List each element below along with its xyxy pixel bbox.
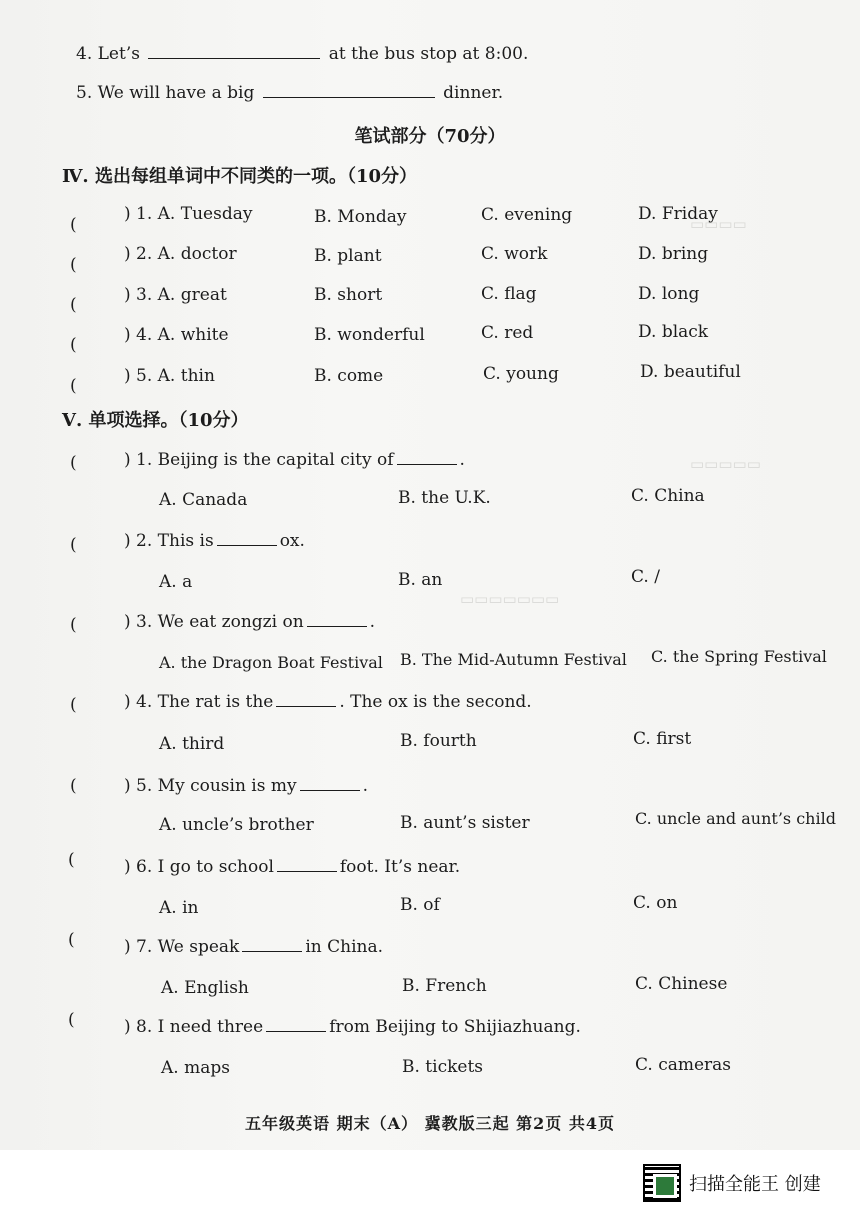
answer-paren[interactable]: ( [70, 776, 77, 796]
answer-paren[interactable]: ( [70, 255, 77, 275]
s5-q6-stem: ) 6. I go to school foot. It’s near. [124, 857, 461, 877]
option-c: C. the Spring Festival [651, 647, 827, 666]
answer-blank[interactable] [276, 705, 336, 707]
option-b: B. wonderful [314, 325, 425, 345]
option-a: A. the Dragon Boat Festival [159, 653, 383, 672]
option-b: B. tickets [402, 1057, 484, 1077]
s5-q3-stem: ) 3. We eat zongzi on . [124, 612, 376, 632]
s5-q8-stem: ) 8. I need three from Beijing to Shijiazhuang. [124, 1017, 581, 1037]
answer-blank[interactable] [300, 789, 360, 791]
scanner-watermark [643, 1163, 821, 1203]
option-b: B. Monday [314, 207, 407, 227]
qr-code-icon [643, 1164, 681, 1202]
option-c: C. evening [481, 205, 573, 225]
answer-blank[interactable] [397, 463, 457, 465]
s5-q2-stem: ) 2. This is ox. [124, 531, 305, 551]
s4-q3: ) 3. A. great [124, 285, 227, 305]
option-c: C. China [631, 486, 705, 506]
answer-blank[interactable] [242, 950, 302, 952]
s5-q1-stem: ) 1. Beijing is the capital city of . [124, 450, 465, 470]
bleed-through: ▭▭▭▭▭ [690, 455, 761, 473]
option-c: C. / [631, 567, 660, 587]
option-b: B. plant [314, 246, 382, 266]
bleed-through: ▭▭▭▭▭▭▭ [460, 590, 560, 608]
s5-q5-stem: ) 5. My cousin is my . [124, 776, 368, 796]
option-d: D. long [638, 284, 700, 304]
option-c: C. first [633, 729, 692, 749]
answer-blank[interactable] [263, 96, 435, 98]
option-b: B. aunt’s sister [400, 813, 530, 833]
section-5-title: Ⅴ. 单项选择。（10分） [62, 410, 249, 431]
option-c: C. young [483, 364, 559, 384]
answer-paren[interactable]: ( [70, 215, 77, 235]
scanner-label: 扫描全能王 创建 [689, 1174, 821, 1195]
answer-paren[interactable]: ( [70, 535, 77, 555]
option-a: A. a [159, 572, 193, 592]
page-footer: 五年级英语 期末（A） 冀教版三起 第2页 共4页 [245, 1114, 615, 1133]
fill-item-5: 5. We will have a big dinner. [76, 83, 504, 103]
answer-paren[interactable]: ( [70, 376, 77, 396]
option-d: D. Friday [638, 204, 718, 224]
s4-q5: ) 5. A. thin [124, 366, 215, 386]
option-c: C. red [481, 323, 534, 343]
option-c: C. work [481, 244, 548, 264]
answer-blank[interactable] [307, 625, 367, 627]
option-a: A. English [161, 978, 249, 998]
written-part-title: 笔试部分（70分） [354, 126, 506, 147]
option-b: B. the U.K. [398, 488, 491, 508]
answer-paren[interactable]: ( [70, 295, 77, 315]
answer-blank[interactable] [266, 1030, 326, 1032]
section-4-title: Ⅳ. 选出每组单词中不同类的一项。（10分） [62, 166, 418, 187]
s5-q7-stem: ) 7. We speak in China. [124, 937, 383, 957]
answer-blank[interactable] [148, 57, 320, 59]
option-b: B. come [314, 366, 384, 386]
bleed-through: ▭▭▭▭ [690, 215, 747, 233]
option-a: A. Canada [159, 490, 248, 510]
option-b: B. short [314, 285, 383, 305]
option-b: B. French [402, 976, 487, 996]
option-a: A. uncle’s brother [159, 815, 314, 835]
answer-paren[interactable]: ( [68, 850, 75, 870]
s4-q1: ) 1. A. Tuesday [124, 204, 253, 224]
answer-paren[interactable]: ( [68, 1010, 75, 1030]
s4-q4: ) 4. A. white [124, 325, 229, 345]
option-d: D. black [638, 322, 709, 342]
option-d: D. beautiful [640, 362, 741, 382]
option-c: C. cameras [635, 1055, 732, 1075]
answer-paren[interactable]: ( [68, 930, 75, 950]
answer-blank[interactable] [217, 544, 277, 546]
option-b: B. of [400, 895, 440, 915]
fill-item-4: 4. Let’s at the bus stop at 8:00. [76, 44, 529, 64]
option-b: B. an [398, 570, 443, 590]
answer-paren[interactable]: ( [70, 335, 77, 355]
option-b: B. fourth [400, 731, 477, 751]
option-c: C. uncle and aunt’s child [635, 809, 836, 828]
option-a: A. third [159, 734, 225, 754]
option-a: A. in [159, 898, 199, 918]
option-b: B. The Mid-Autumn Festival [400, 650, 627, 669]
s4-q2: ) 2. A. doctor [124, 244, 237, 264]
answer-paren[interactable]: ( [70, 615, 77, 635]
option-c: C. flag [481, 284, 537, 304]
option-a: A. maps [161, 1058, 230, 1078]
answer-blank[interactable] [277, 870, 337, 872]
answer-paren[interactable]: ( [70, 453, 77, 473]
s5-q4-stem: ) 4. The rat is the . The ox is the second. [124, 692, 532, 712]
answer-paren[interactable]: ( [70, 695, 77, 715]
option-d: D. bring [638, 244, 709, 264]
option-c: C. on [633, 893, 678, 913]
option-c: C. Chinese [635, 974, 728, 994]
